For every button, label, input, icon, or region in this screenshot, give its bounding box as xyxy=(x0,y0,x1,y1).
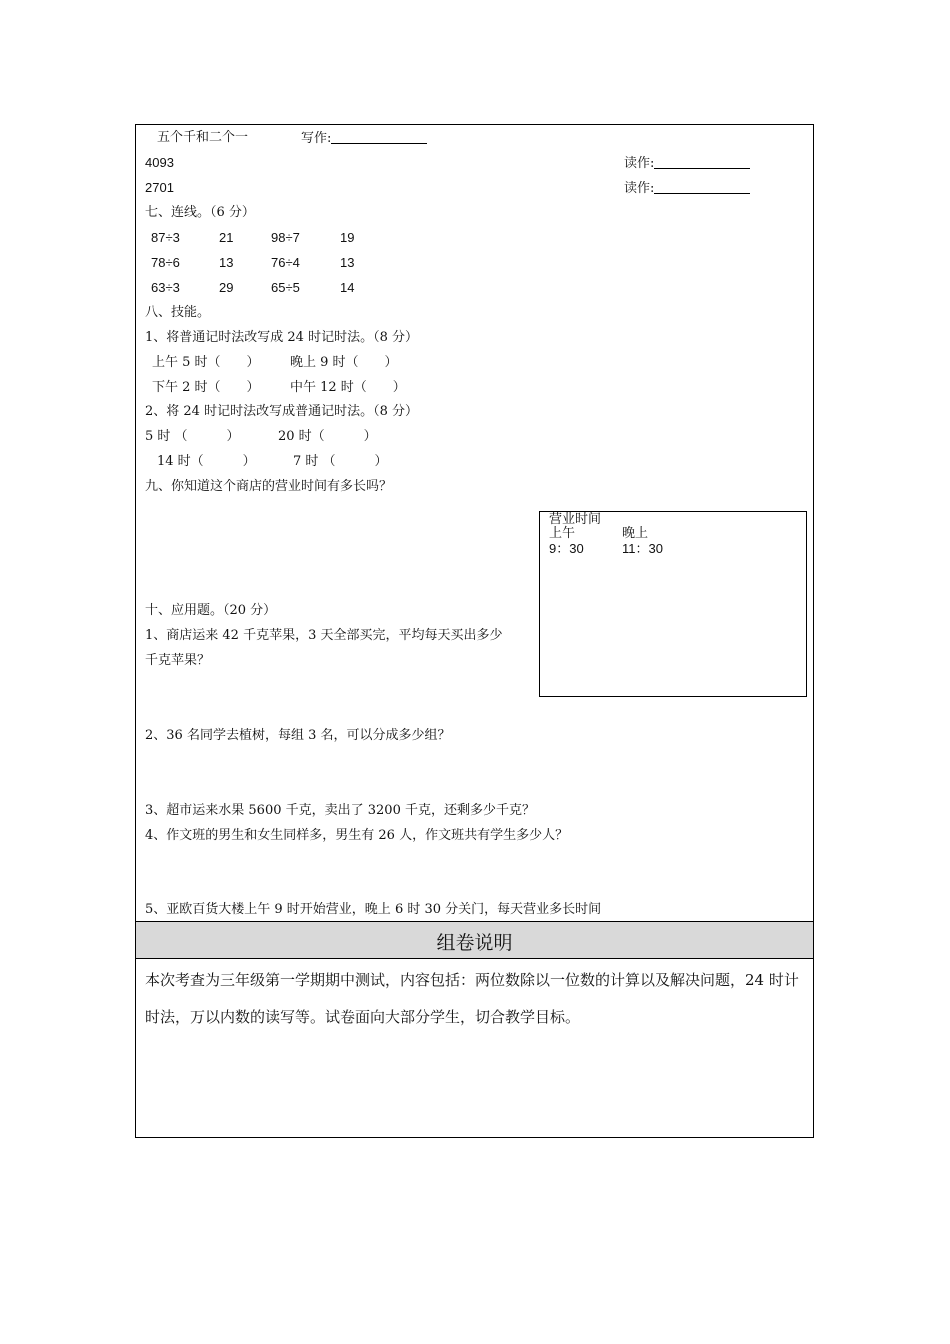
read-label-2-text: 读作: xyxy=(624,181,655,196)
read-label-1 xyxy=(624,155,750,172)
business-hours-title: 营业时间 xyxy=(549,512,602,527)
skills-heading: 八、技能。 xyxy=(145,305,211,320)
match-expr[interactable]: 63÷3 xyxy=(151,280,180,295)
business-hours-box xyxy=(539,511,807,697)
skills-q2-item[interactable]: 5 时 （ ） xyxy=(145,429,240,444)
match-value[interactable]: 29 xyxy=(219,280,234,295)
notes-header-band xyxy=(136,921,813,959)
application-q2: 2、36 名同学去植树，每组 3 名，可以分成多少组？ xyxy=(145,728,451,743)
match-expr[interactable]: 78÷6 xyxy=(151,255,180,270)
match-value[interactable]: 19 xyxy=(340,230,355,245)
store-question: 九、你知道这个商店的营业时间有多长吗？ xyxy=(145,479,393,494)
skills-q2-item[interactable]: 7 时 （ ） xyxy=(293,454,388,469)
morning-time: 9：30 xyxy=(549,541,584,556)
read-answer-blank-2[interactable] xyxy=(654,180,750,194)
write-label-text: 写作: xyxy=(301,131,332,146)
skills-q1-item[interactable]: 下午 2 时（ ） xyxy=(152,380,260,395)
notes-title: 组卷说明 xyxy=(436,932,513,954)
match-expr[interactable]: 65÷5 xyxy=(271,280,300,295)
skills-q1-item[interactable]: 上午 5 时（ ） xyxy=(152,355,260,370)
skills-q2-item[interactable]: 20 时（ ） xyxy=(278,429,377,444)
read-number-2: 2701 xyxy=(145,180,174,195)
read-number-1: 4093 xyxy=(145,155,174,170)
application-q4: 4、作文班的男生和女生同样多，男生有 26 人，作文班共有学生多少人？ xyxy=(145,828,569,843)
skills-q1-heading: 1、将普通记时法改写成 24 时记时法。（8 分） xyxy=(145,330,418,345)
evening-time: 11：30 xyxy=(622,541,663,556)
application-q3: 3、超市运来水果 5600 千克，卖出了 3200 千克，还剩多少千克？ xyxy=(145,803,535,818)
application-q5: 5、亚欧百货大楼上午 9 时开始营业，晚上 6 时 30 分关门，每天营业多长时间 xyxy=(145,902,602,917)
match-expr[interactable]: 87÷3 xyxy=(151,230,180,245)
read-label-1-text: 读作: xyxy=(624,156,655,171)
skills-q2-heading: 2、将 24 时记时法改写成普通记时法。（8 分） xyxy=(145,404,418,419)
match-value[interactable]: 21 xyxy=(219,230,234,245)
application-q1-line1: 1、商店运来 42 千克苹果，3 天全部买完，平均每天买出多少 xyxy=(145,628,503,643)
skills-q1-item[interactable]: 中午 12 时（ ） xyxy=(290,380,406,395)
match-value[interactable]: 13 xyxy=(340,255,355,270)
application-heading: 十、应用题。（20 分） xyxy=(145,603,277,618)
match-expr[interactable]: 76÷4 xyxy=(271,255,300,270)
match-expr[interactable]: 98÷7 xyxy=(271,230,300,245)
read-answer-blank-1[interactable] xyxy=(654,155,750,169)
write-label xyxy=(301,130,427,147)
read-label-2 xyxy=(624,180,750,197)
write-question-text: 五个千和二个一 xyxy=(157,130,249,145)
matching-heading: 七、连线。（6 分） xyxy=(145,205,255,220)
notes-body: 本次考查为三年级第一学期期中测试，内容包括：两位数除以一位数的计算以及解决问题，24 时计时法，万以内数的读写等。试卷面向大部分学生，切合教学目标。 xyxy=(145,971,799,1026)
morning-label: 上午 xyxy=(549,526,576,541)
evening-label: 晚上 xyxy=(622,526,649,541)
write-answer-blank[interactable] xyxy=(331,130,427,144)
match-value[interactable]: 13 xyxy=(219,255,234,270)
match-value[interactable]: 14 xyxy=(340,280,355,295)
skills-q1-item[interactable]: 晚上 9 时（ ） xyxy=(290,355,398,370)
application-q1-line2: 千克苹果？ xyxy=(145,653,211,668)
skills-q2-item[interactable]: 14 时（ ） xyxy=(157,454,256,469)
